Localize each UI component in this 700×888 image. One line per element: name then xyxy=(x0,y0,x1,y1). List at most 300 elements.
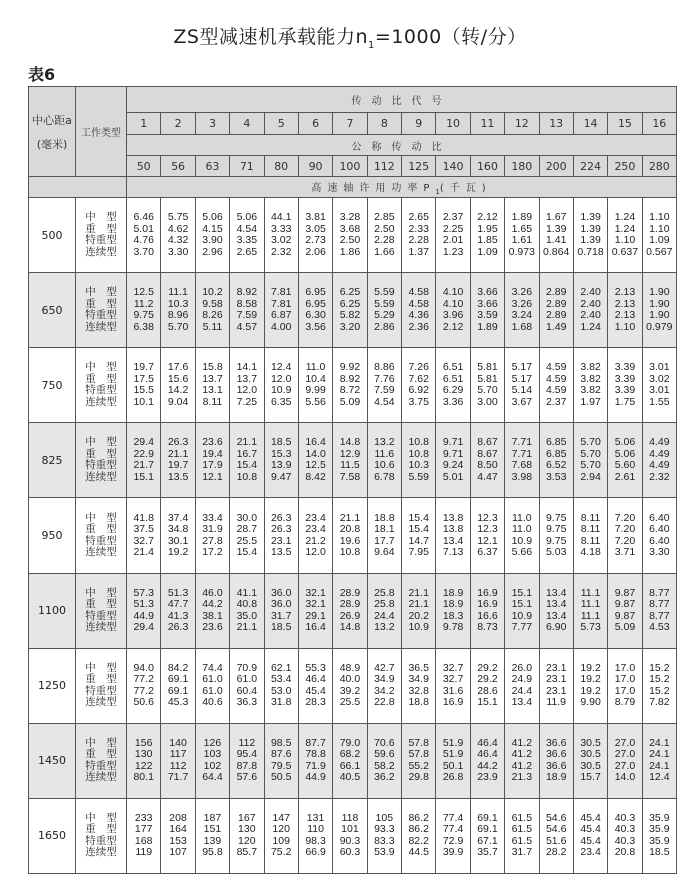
power-value: 3.28 xyxy=(339,211,361,224)
power-value: 21.4 xyxy=(133,546,154,559)
power-value-cell xyxy=(264,573,298,648)
power-value: 6.40 xyxy=(649,511,670,524)
ratio-code-cell: 9 xyxy=(402,113,436,135)
power-value: 4.58 xyxy=(408,286,429,299)
header-spacer xyxy=(29,177,127,198)
power-value: 16.9 xyxy=(442,696,464,709)
power-value: 3.98 xyxy=(511,470,533,483)
power-value: 5.11 xyxy=(202,320,223,333)
power-value: 15.2 xyxy=(649,684,670,697)
power-value: 4.10 xyxy=(442,297,464,310)
ratio-code-header: 传动比代号 xyxy=(127,87,677,113)
power-value-cell xyxy=(230,723,264,798)
power-value: 19.2 xyxy=(580,673,601,686)
work-type-label: 连续型 xyxy=(85,245,117,258)
power-value-cell xyxy=(539,348,573,423)
power-value: 16.9 xyxy=(477,598,498,611)
power-value: 1.65 xyxy=(511,222,533,235)
power-value: 6.51 xyxy=(442,372,464,385)
power-value: 2.85 xyxy=(374,211,395,224)
power-value-cell xyxy=(436,798,470,873)
power-value: 9.47 xyxy=(270,470,292,483)
power-value-cell xyxy=(127,198,161,273)
power-value: 87.7 xyxy=(305,736,326,749)
power-value: 2.36 xyxy=(408,320,429,333)
power-value: 46.4 xyxy=(477,748,498,761)
power-value: 120 xyxy=(272,823,290,836)
table-row xyxy=(29,498,677,573)
power-value-cell xyxy=(608,198,642,273)
power-value: 4.62 xyxy=(167,222,189,235)
power-value: 102 xyxy=(203,759,222,772)
power-value-cell xyxy=(642,423,676,498)
table-row xyxy=(29,348,677,423)
power-value: 41.2 xyxy=(511,748,533,761)
power-value: 24.1 xyxy=(649,736,670,749)
power-value: 15.4 xyxy=(236,546,258,559)
power-value-cell xyxy=(161,648,195,723)
power-value-cell xyxy=(298,423,332,498)
power-value: 3.96 xyxy=(442,309,464,322)
power-value-cell xyxy=(642,648,676,723)
power-value-cell xyxy=(367,423,401,498)
work-type-label: 重 型 xyxy=(85,447,117,460)
power-value: 1.90 xyxy=(649,297,670,310)
power-value: 11.1 xyxy=(580,609,601,622)
power-value: 31.9 xyxy=(202,523,223,536)
power-value: 164 xyxy=(169,823,187,836)
power-value-cell xyxy=(608,573,642,648)
power-value-cell xyxy=(539,573,573,648)
ratio-code-cell: 5 xyxy=(264,113,298,135)
center-distance-header: 中心距a (毫米) xyxy=(29,87,76,177)
power-value: 1.24 xyxy=(614,222,636,235)
power-value: 61.5 xyxy=(511,811,533,824)
power-value: 6.52 xyxy=(545,459,567,472)
power-value: 32.7 xyxy=(442,673,464,686)
power-value: 4.76 xyxy=(133,234,154,247)
power-value: 15.1 xyxy=(133,470,154,483)
power-value: 168 xyxy=(134,834,153,847)
power-value: 18.9 xyxy=(545,771,567,784)
power-value: 3.53 xyxy=(545,470,567,483)
power-value: 14.0 xyxy=(614,771,636,784)
power-value: 15.2 xyxy=(649,661,670,674)
power-value: 8.67 xyxy=(477,436,498,449)
power-value: 2.73 xyxy=(305,234,326,247)
work-type-cell xyxy=(76,273,127,348)
ratio-code-cell: 7 xyxy=(333,113,367,135)
power-value-cell xyxy=(264,798,298,873)
ratio-code-cell: 4 xyxy=(230,113,264,135)
power-value: 36.3 xyxy=(236,696,258,709)
power-value: 10.6 xyxy=(374,459,395,472)
power-value: 6.95 xyxy=(305,297,326,310)
power-value-cell xyxy=(573,198,607,273)
power-value: 13.4 xyxy=(511,696,533,709)
power-value: 2.89 xyxy=(545,286,567,299)
power-value: 19.6 xyxy=(339,534,361,547)
power-value: 57.8 xyxy=(408,748,429,761)
power-value: 2.37 xyxy=(545,395,567,408)
power-value: 45.4 xyxy=(580,811,601,824)
capacity-table xyxy=(28,86,677,874)
power-value: 32.1 xyxy=(305,586,326,599)
power-value: 87.6 xyxy=(270,748,292,761)
power-value: 23.4 xyxy=(305,523,326,536)
power-value-cell xyxy=(642,348,676,423)
power-value: 2.13 xyxy=(614,309,636,322)
power-value: 18.5 xyxy=(649,846,670,859)
power-value: 2.40 xyxy=(580,309,601,322)
power-value: 14.1 xyxy=(236,361,258,374)
power-value: 153 xyxy=(169,834,187,847)
power-value: 10.9 xyxy=(270,384,292,397)
power-value: 77.2 xyxy=(133,684,154,697)
power-value: 9.75 xyxy=(545,511,567,524)
power-value: 12.5 xyxy=(305,459,326,472)
power-value: 8.67 xyxy=(477,447,498,460)
power-value: 21.1 xyxy=(408,598,429,611)
power-value-cell xyxy=(505,798,539,873)
power-value: 32.7 xyxy=(133,534,154,547)
work-type-label: 中 型 xyxy=(85,436,117,449)
power-value: 34.8 xyxy=(167,523,189,536)
center-distance-cell: 1250 xyxy=(29,648,76,723)
nominal-ratio-cell: 200 xyxy=(539,156,573,177)
power-value: 13.8 xyxy=(442,523,464,536)
power-value: 9.75 xyxy=(545,534,567,547)
power-value-cell xyxy=(608,348,642,423)
power-value-cell xyxy=(573,348,607,423)
power-value: 26.3 xyxy=(167,436,189,449)
power-value: 9.87 xyxy=(614,598,636,611)
power-value-cell xyxy=(608,498,642,573)
work-type-cell xyxy=(76,498,127,573)
power-value: 95.4 xyxy=(236,748,258,761)
nominal-ratio-cell: 100 xyxy=(333,156,367,177)
power-value: 55.3 xyxy=(305,661,326,674)
power-value: 8.96 xyxy=(167,309,189,322)
power-value-cell xyxy=(127,348,161,423)
power-value: 36.0 xyxy=(270,586,292,599)
power-value: 5.01 xyxy=(442,470,464,483)
power-value: 15.1 xyxy=(511,598,533,611)
power-value-cell xyxy=(402,198,436,273)
power-value: 37.4 xyxy=(167,511,189,524)
work-type-label: 连续型 xyxy=(85,320,117,333)
power-value: 45.4 xyxy=(305,684,326,697)
work-type-label: 中 型 xyxy=(85,736,117,749)
power-value-cell xyxy=(333,573,367,648)
work-type-label: 特重型 xyxy=(85,759,117,772)
table-row xyxy=(29,573,677,648)
power-value: 45.4 xyxy=(580,834,601,847)
power-value: 3.39 xyxy=(614,384,636,397)
power-value: 58.2 xyxy=(374,759,395,772)
power-value: 130 xyxy=(238,823,256,836)
power-value: 2.89 xyxy=(545,297,567,310)
power-value: 93.3 xyxy=(374,823,395,836)
power-value: 3.00 xyxy=(477,395,498,408)
power-value: 85.7 xyxy=(236,846,258,859)
power-value: 120 xyxy=(238,834,256,847)
power-value: 68.2 xyxy=(339,748,361,761)
work-type-label: 重 型 xyxy=(85,598,117,611)
power-value-cell xyxy=(195,273,229,348)
power-value: 1.90 xyxy=(649,286,670,299)
power-value: 10.9 xyxy=(511,534,533,547)
power-value: 0.864 xyxy=(543,245,570,258)
work-type-cell xyxy=(76,648,127,723)
power-value: 4.53 xyxy=(649,621,670,634)
power-value: 74.4 xyxy=(202,661,223,674)
ratio-code-cell: 2 xyxy=(161,113,195,135)
power-value: 4.49 xyxy=(649,447,670,460)
power-value-cell xyxy=(367,573,401,648)
power-value: 11.0 xyxy=(305,361,326,374)
power-value: 13.7 xyxy=(236,372,258,385)
power-value-cell xyxy=(127,648,161,723)
power-value: 2.40 xyxy=(580,297,601,310)
power-value: 29.2 xyxy=(477,673,498,686)
power-value: 13.7 xyxy=(202,372,223,385)
power-value-cell xyxy=(333,198,367,273)
power-value: 0.637 xyxy=(611,245,639,258)
power-value-cell xyxy=(333,348,367,423)
power-value: 4.49 xyxy=(649,436,670,449)
power-value-cell xyxy=(608,273,642,348)
power-value-cell xyxy=(436,573,470,648)
power-value: 46.0 xyxy=(202,586,223,599)
work-type-header: 工作类型 xyxy=(76,87,127,177)
power-value-cell xyxy=(298,498,332,573)
power-value-cell xyxy=(539,198,573,273)
power-value: 71.9 xyxy=(305,759,326,772)
power-value: 2.50 xyxy=(339,234,361,247)
power-value: 12.9 xyxy=(339,447,361,460)
power-value: 17.0 xyxy=(614,684,636,697)
power-value: 3.35 xyxy=(236,234,258,247)
power-value: 50.1 xyxy=(442,759,464,772)
power-value: 1.37 xyxy=(408,245,429,258)
power-value: 31.7 xyxy=(270,609,292,622)
power-value: 36.6 xyxy=(545,759,567,772)
center-distance-cell: 750 xyxy=(29,348,76,423)
power-value: 45.4 xyxy=(580,823,601,836)
power-value: 46.4 xyxy=(305,673,326,686)
power-value: 95.8 xyxy=(202,846,223,859)
power-value-cell xyxy=(298,723,332,798)
power-value: 11.1 xyxy=(580,598,601,611)
power-value: 156 xyxy=(134,736,153,749)
power-value: 9.71 xyxy=(442,447,464,460)
power-value-cell xyxy=(608,723,642,798)
power-value: 29.2 xyxy=(477,661,498,674)
power-value: 1.39 xyxy=(580,211,601,224)
power-value-cell xyxy=(573,273,607,348)
power-value: 40.6 xyxy=(202,696,223,709)
power-value: 140 xyxy=(169,736,187,749)
power-value: 117 xyxy=(169,748,187,761)
power-value: 6.87 xyxy=(270,309,292,322)
power-value: 11.1 xyxy=(168,286,188,299)
work-type-label: 连续型 xyxy=(85,846,117,859)
power-value: 6.30 xyxy=(305,309,326,322)
nominal-ratio-cell: 125 xyxy=(402,156,436,177)
ratio-code-cell: 11 xyxy=(470,113,504,135)
power-value: 40.3 xyxy=(614,823,636,836)
center-distance-cell: 825 xyxy=(29,423,76,498)
power-value-cell xyxy=(230,498,264,573)
power-value: 16.6 xyxy=(477,609,498,622)
power-value-cell xyxy=(127,498,161,573)
power-value: 4.18 xyxy=(580,546,601,559)
power-value: 5.09 xyxy=(614,621,636,634)
power-value: 62.1 xyxy=(270,661,292,674)
power-value: 17.5 xyxy=(133,372,154,385)
power-value: 5.01 xyxy=(133,222,154,235)
power-value: 9.75 xyxy=(545,523,567,536)
power-value-cell xyxy=(230,648,264,723)
power-value-cell xyxy=(298,798,332,873)
power-value: 1.89 xyxy=(511,211,533,224)
power-value: 11.2 xyxy=(133,297,154,310)
power-value: 10.8 xyxy=(339,546,361,559)
power-value: 7.25 xyxy=(236,395,258,408)
power-value: 59.6 xyxy=(374,748,395,761)
power-value: 3.39 xyxy=(614,361,636,374)
power-value: 23.4 xyxy=(305,511,326,524)
power-value-cell xyxy=(230,798,264,873)
power-value: 70.9 xyxy=(236,661,258,674)
ratio-code-cell: 6 xyxy=(298,113,332,135)
power-value-cell xyxy=(505,198,539,273)
power-value-cell xyxy=(298,573,332,648)
power-value: 13.4 xyxy=(545,609,567,622)
power-value: 12.3 xyxy=(477,523,498,536)
power-value: 31.7 xyxy=(511,846,533,859)
power-value: 103 xyxy=(203,748,222,761)
power-value: 32.1 xyxy=(305,598,326,611)
power-value: 1.23 xyxy=(442,245,464,258)
power-value: 41.8 xyxy=(133,511,154,524)
work-type-label: 特重型 xyxy=(85,234,117,247)
power-value-cell xyxy=(367,648,401,723)
power-value: 12.4 xyxy=(649,771,670,784)
power-value: 60.4 xyxy=(236,684,258,697)
center-distance-cell: 650 xyxy=(29,273,76,348)
power-value: 54.6 xyxy=(545,811,567,824)
power-value: 1.68 xyxy=(511,320,533,333)
power-value: 107 xyxy=(169,846,187,859)
power-value-cell xyxy=(367,198,401,273)
power-value-cell xyxy=(127,723,161,798)
power-value-cell xyxy=(161,723,195,798)
power-value: 3.36 xyxy=(442,395,464,408)
power-value: 9.64 xyxy=(374,546,395,559)
power-value: 12.0 xyxy=(270,372,292,385)
power-value: 94.0 xyxy=(133,661,154,674)
ratio-code-cell: 3 xyxy=(195,113,229,135)
power-value-cell xyxy=(367,723,401,798)
power-value: 51.6 xyxy=(545,834,567,847)
power-value: 9.04 xyxy=(167,395,189,408)
power-value: 30.5 xyxy=(580,748,601,761)
power-value-cell xyxy=(264,273,298,348)
power-value: 13.8 xyxy=(442,511,464,524)
power-value-cell xyxy=(230,198,264,273)
nominal-ratio-cell: 90 xyxy=(298,156,332,177)
power-value: 34.9 xyxy=(408,673,429,686)
power-value: 2.12 xyxy=(442,320,464,333)
power-value: 4.59 xyxy=(545,361,567,374)
power-value: 41.2 xyxy=(511,736,533,749)
power-value-cell xyxy=(505,573,539,648)
power-value: 31.6 xyxy=(442,684,464,697)
power-value: 10.8 xyxy=(236,470,258,483)
power-value-cell xyxy=(402,423,436,498)
power-value: 15.8 xyxy=(202,361,223,374)
power-value: 50.5 xyxy=(270,771,292,784)
power-value: 18.9 xyxy=(442,586,464,599)
power-value: 8.79 xyxy=(614,696,636,709)
power-value: 77.2 xyxy=(133,673,154,686)
power-value-cell xyxy=(642,498,676,573)
power-value-cell xyxy=(195,648,229,723)
power-value-cell xyxy=(264,648,298,723)
power-value: 26.3 xyxy=(270,523,292,536)
power-value: 25.8 xyxy=(374,598,395,611)
power-value: 11.0 xyxy=(511,511,532,524)
work-type-label: 中 型 xyxy=(85,661,117,674)
power-value: 23.1 xyxy=(270,534,292,547)
power-value: 5.66 xyxy=(511,546,533,559)
power-value: 4.10 xyxy=(442,286,464,299)
power-value: 8.73 xyxy=(477,621,498,634)
power-value-cell xyxy=(161,198,195,273)
power-value: 11.9 xyxy=(546,696,567,709)
power-value: 7.81 xyxy=(270,286,292,299)
power-header: 高速轴许用功率$P_1$(千瓦) xyxy=(127,177,677,198)
power-value-cell xyxy=(402,273,436,348)
power-value-cell xyxy=(470,273,504,348)
power-value: 51.3 xyxy=(133,598,154,611)
power-value-cell xyxy=(539,798,573,873)
power-value: 2.28 xyxy=(374,234,395,247)
power-value: 9.71 xyxy=(442,436,464,449)
power-value: 8.58 xyxy=(236,297,258,310)
power-value-cell xyxy=(608,648,642,723)
power-value-cell xyxy=(161,798,195,873)
power-value: 1.66 xyxy=(374,245,395,258)
power-value: 24.9 xyxy=(511,673,533,686)
power-value: 15.7 xyxy=(580,771,601,784)
power-value: 11.6 xyxy=(374,447,395,460)
power-value: 3.67 xyxy=(511,395,533,408)
work-type-label: 连续型 xyxy=(85,621,117,634)
power-value: 3.56 xyxy=(305,320,326,333)
power-value: 11.5 xyxy=(340,459,360,472)
table-row xyxy=(29,648,677,723)
power-value: 86.2 xyxy=(408,811,429,824)
power-value-cell xyxy=(298,348,332,423)
power-value: 79.5 xyxy=(270,759,292,772)
power-value: 27.0 xyxy=(614,748,636,761)
work-type-label: 连续型 xyxy=(85,546,117,559)
power-value: 16.7 xyxy=(236,447,258,460)
power-value: 5.81 xyxy=(477,372,498,385)
